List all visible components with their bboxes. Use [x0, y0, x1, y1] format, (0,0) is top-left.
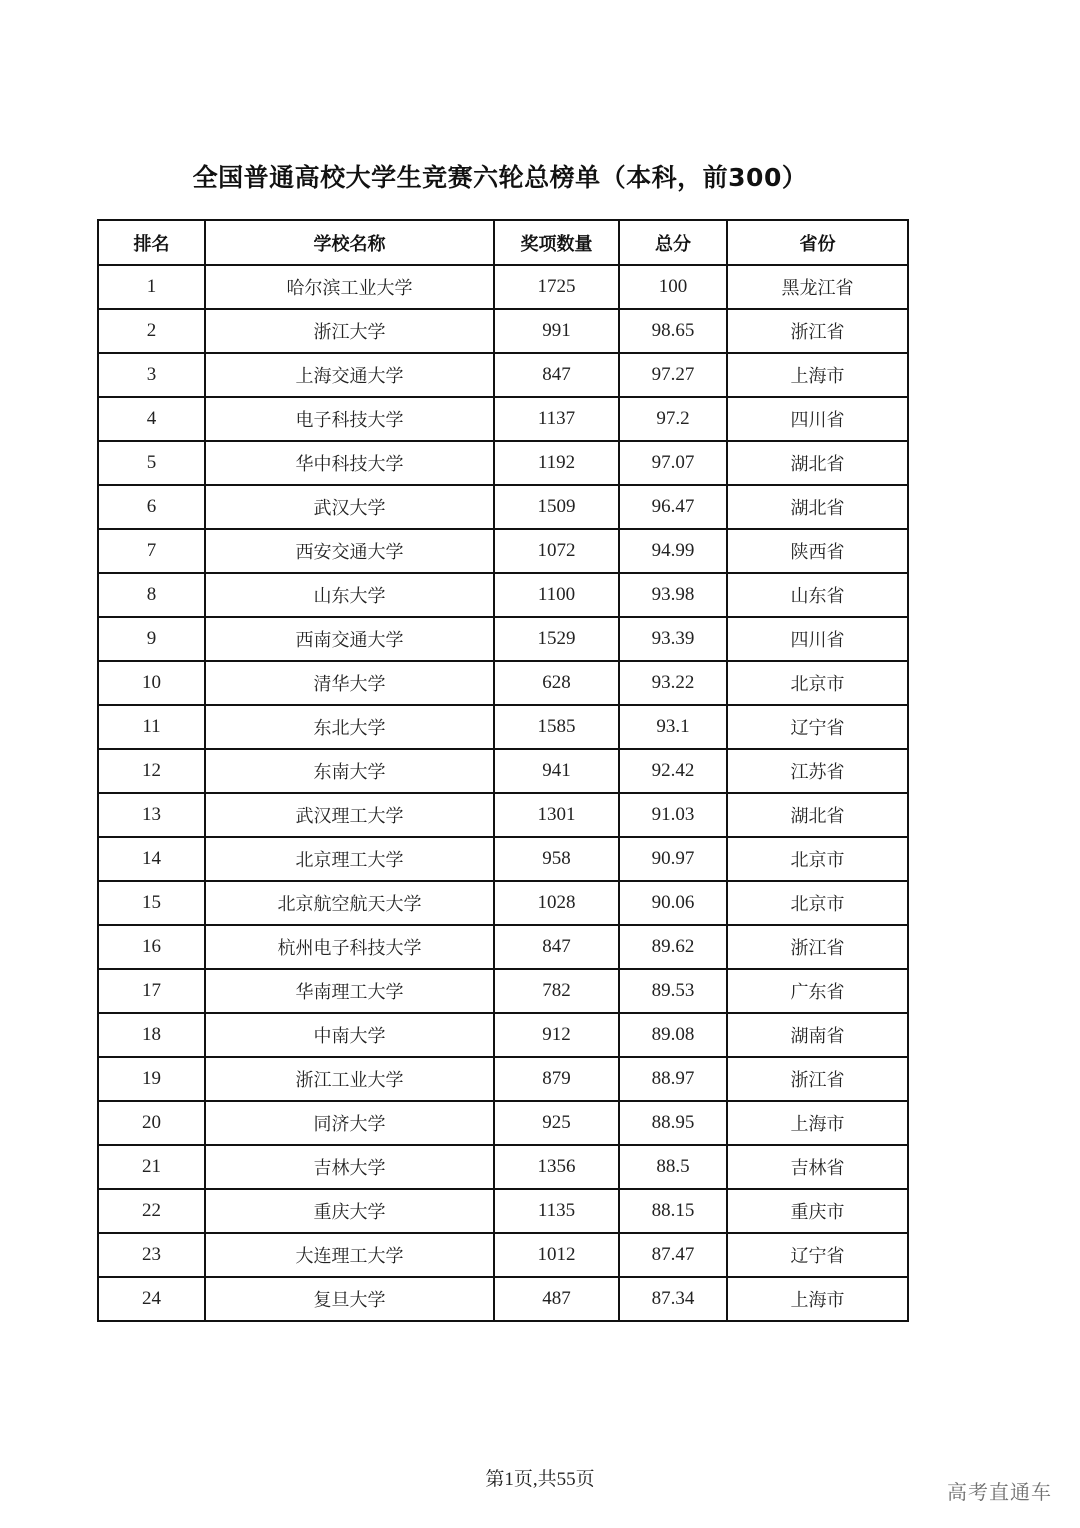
cell-score: 97.07 [619, 441, 727, 485]
cell-score: 93.1 [619, 705, 727, 749]
cell-school: 清华大学 [205, 661, 494, 705]
cell-rank: 18 [98, 1013, 205, 1057]
table-row [98, 397, 908, 441]
cell-school: 杭州电子科技大学 [205, 925, 494, 969]
cell-school: 重庆大学 [205, 1189, 494, 1233]
cell-awards: 1135 [494, 1189, 619, 1233]
cell-score: 87.34 [619, 1277, 727, 1321]
cell-school: 西南交通大学 [205, 617, 494, 661]
cell-rank: 7 [98, 529, 205, 573]
table-row [98, 1233, 908, 1277]
cell-awards: 925 [494, 1101, 619, 1145]
header-school: 学校名称 [205, 220, 494, 265]
cell-rank: 19 [98, 1057, 205, 1101]
cell-province: 湖南省 [727, 1013, 908, 1057]
cell-province: 上海市 [727, 353, 908, 397]
cell-province: 北京市 [727, 881, 908, 925]
cell-province: 辽宁省 [727, 705, 908, 749]
cell-awards: 1356 [494, 1145, 619, 1189]
cell-score: 97.27 [619, 353, 727, 397]
table-row [98, 353, 908, 397]
cell-awards: 847 [494, 353, 619, 397]
cell-awards: 628 [494, 661, 619, 705]
cell-school: 山东大学 [205, 573, 494, 617]
cell-rank: 6 [98, 485, 205, 529]
cell-rank: 5 [98, 441, 205, 485]
cell-rank: 10 [98, 661, 205, 705]
cell-province: 湖北省 [727, 793, 908, 837]
cell-province: 黑龙江省 [727, 265, 908, 309]
cell-score: 91.03 [619, 793, 727, 837]
cell-province: 四川省 [727, 397, 908, 441]
cell-awards: 1100 [494, 573, 619, 617]
cell-rank: 1 [98, 265, 205, 309]
table-row [98, 749, 908, 793]
cell-rank: 3 [98, 353, 205, 397]
cell-province: 上海市 [727, 1101, 908, 1145]
cell-school: 武汉理工大学 [205, 793, 494, 837]
cell-awards: 879 [494, 1057, 619, 1101]
cell-score: 98.65 [619, 309, 727, 353]
table-row [98, 661, 908, 705]
table-row [98, 265, 908, 309]
cell-province: 重庆市 [727, 1189, 908, 1233]
table-row [98, 309, 908, 353]
cell-province: 湖北省 [727, 441, 908, 485]
cell-score: 94.99 [619, 529, 727, 573]
cell-score: 93.98 [619, 573, 727, 617]
cell-score: 97.2 [619, 397, 727, 441]
cell-rank: 9 [98, 617, 205, 661]
table-row [98, 1101, 908, 1145]
table-row [98, 485, 908, 529]
cell-province: 辽宁省 [727, 1233, 908, 1277]
cell-province: 吉林省 [727, 1145, 908, 1189]
cell-rank: 11 [98, 705, 205, 749]
cell-province: 陕西省 [727, 529, 908, 573]
cell-awards: 1072 [494, 529, 619, 573]
cell-score: 88.97 [619, 1057, 727, 1101]
cell-school: 复旦大学 [205, 1277, 494, 1321]
cell-rank: 13 [98, 793, 205, 837]
cell-score: 90.06 [619, 881, 727, 925]
table-header-row [98, 220, 908, 265]
cell-rank: 4 [98, 397, 205, 441]
table-row [98, 969, 908, 1013]
cell-school: 武汉大学 [205, 485, 494, 529]
cell-province: 北京市 [727, 837, 908, 881]
cell-awards: 1137 [494, 397, 619, 441]
cell-score: 87.47 [619, 1233, 727, 1277]
table-row [98, 441, 908, 485]
page-number: 第1页,共55页 [485, 1469, 595, 1490]
table-row [98, 617, 908, 661]
table-row [98, 1145, 908, 1189]
cell-province: 广东省 [727, 969, 908, 1013]
cell-province: 江苏省 [727, 749, 908, 793]
cell-score: 89.08 [619, 1013, 727, 1057]
cell-school: 吉林大学 [205, 1145, 494, 1189]
table-row [98, 1057, 908, 1101]
cell-school: 哈尔滨工业大学 [205, 265, 494, 309]
cell-rank: 2 [98, 309, 205, 353]
cell-school: 上海交通大学 [205, 353, 494, 397]
cell-school: 中南大学 [205, 1013, 494, 1057]
cell-school: 浙江大学 [205, 309, 494, 353]
table-row [98, 529, 908, 573]
table-row [98, 1277, 908, 1321]
cell-school: 同济大学 [205, 1101, 494, 1145]
cell-score: 89.53 [619, 969, 727, 1013]
cell-awards: 1725 [494, 265, 619, 309]
cell-rank: 14 [98, 837, 205, 881]
cell-awards: 1585 [494, 705, 619, 749]
cell-score: 93.39 [619, 617, 727, 661]
cell-school: 大连理工大学 [205, 1233, 494, 1277]
cell-awards: 958 [494, 837, 619, 881]
cell-school: 北京航空航天大学 [205, 881, 494, 925]
cell-score: 88.5 [619, 1145, 727, 1189]
table-row [98, 881, 908, 925]
cell-province: 北京市 [727, 661, 908, 705]
cell-score: 88.15 [619, 1189, 727, 1233]
header-rank: 排名 [98, 220, 205, 265]
table-row [98, 925, 908, 969]
cell-awards: 1301 [494, 793, 619, 837]
cell-province: 浙江省 [727, 1057, 908, 1101]
table-body [98, 265, 908, 1321]
cell-score: 89.62 [619, 925, 727, 969]
cell-province: 山东省 [727, 573, 908, 617]
cell-awards: 487 [494, 1277, 619, 1321]
cell-awards: 941 [494, 749, 619, 793]
cell-awards: 1529 [494, 617, 619, 661]
cell-awards: 991 [494, 309, 619, 353]
cell-school: 北京理工大学 [205, 837, 494, 881]
cell-score: 93.22 [619, 661, 727, 705]
cell-awards: 1012 [494, 1233, 619, 1277]
cell-awards: 847 [494, 925, 619, 969]
table-row [98, 837, 908, 881]
table-row [98, 1013, 908, 1057]
cell-score: 92.42 [619, 749, 727, 793]
cell-awards: 1028 [494, 881, 619, 925]
cell-awards: 1509 [494, 485, 619, 529]
table-row [98, 793, 908, 837]
cell-school: 东南大学 [205, 749, 494, 793]
cell-rank: 23 [98, 1233, 205, 1277]
cell-score: 96.47 [619, 485, 727, 529]
cell-rank: 21 [98, 1145, 205, 1189]
cell-score: 100 [619, 265, 727, 309]
cell-province: 浙江省 [727, 309, 908, 353]
cell-school: 华南理工大学 [205, 969, 494, 1013]
cell-school: 西安交通大学 [205, 529, 494, 573]
cell-rank: 22 [98, 1189, 205, 1233]
header-awards: 奖项数量 [494, 220, 619, 265]
cell-province: 上海市 [727, 1277, 908, 1321]
cell-awards: 782 [494, 969, 619, 1013]
cell-rank: 12 [98, 749, 205, 793]
cell-rank: 17 [98, 969, 205, 1013]
cell-score: 90.97 [619, 837, 727, 881]
cell-school: 电子科技大学 [205, 397, 494, 441]
cell-rank: 8 [98, 573, 205, 617]
cell-awards: 1192 [494, 441, 619, 485]
cell-rank: 20 [98, 1101, 205, 1145]
cell-school: 浙江工业大学 [205, 1057, 494, 1101]
table-row [98, 1189, 908, 1233]
ranking-table [97, 219, 909, 1322]
cell-rank: 24 [98, 1277, 205, 1321]
cell-rank: 16 [98, 925, 205, 969]
table-row [98, 573, 908, 617]
cell-score: 88.95 [619, 1101, 727, 1145]
cell-province: 湖北省 [727, 485, 908, 529]
cell-province: 浙江省 [727, 925, 908, 969]
cell-awards: 912 [494, 1013, 619, 1057]
page-title: 全国普通高校大学生竞赛六轮总榜单（本科，前300） [192, 163, 808, 192]
header-province: 省份 [727, 220, 908, 265]
cell-school: 华中科技大学 [205, 441, 494, 485]
watermark: 高考直通车 [947, 1480, 1052, 1504]
cell-province: 四川省 [727, 617, 908, 661]
table-row [98, 705, 908, 749]
header-score: 总分 [619, 220, 727, 265]
cell-rank: 15 [98, 881, 205, 925]
cell-school: 东北大学 [205, 705, 494, 749]
